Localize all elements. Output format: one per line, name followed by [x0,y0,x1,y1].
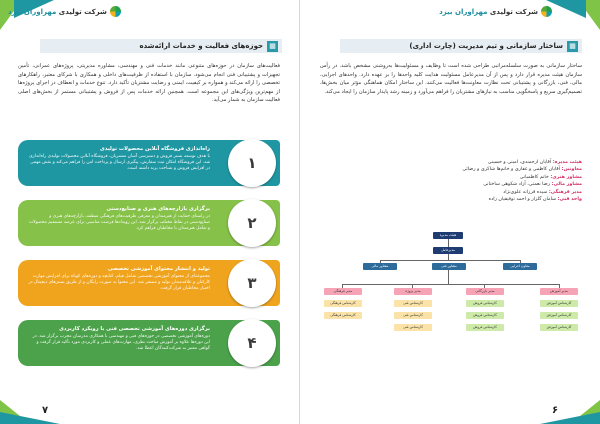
role-line: معاونین: آقایان کاظمی و غفاری و خانم‌ها شاکری و رضائی [462,167,582,173]
page-number: ۷ [41,404,49,416]
brand-name: شرکت تولیدی مهراوران بیزد [439,7,538,16]
card-number: ۱ [228,139,276,187]
org-node-manager: مدیر پروژه [394,288,432,295]
org-node-staff: کارشناس فنی [394,300,432,307]
section-title-text: ساختار سازمانی و تیم مدیریت (چارت اداری) [409,42,563,50]
org-node-staff: کارشناس فنی [394,312,432,319]
activity-card [18,260,280,306]
section-title [340,39,582,53]
intro-paragraph: فعالیت‌های سازمان در حوزه‌های متنوعی مانند خدمات فنی و مهندسی، مشاوره مدیریتی، پروژه‌های عمرانی، تأمین تجهیزات و پشتیبانی فنی انجام می‌شود. سازمان با استفاده از ظرفیت‌های داخلی و همکاری با شرکای معتبر، راهکارهای تخصصی را ارائه می‌کند و همواره بر کیفیت، ایمنی و رضایت مشتریان تأکید دارد. تنوع خدمات و انعطاف در اجرای پروژه‌ها از مهم‌ترین ویژگی‌های این مجموعه است. همچنین ارائه خدمات پس از فروش و پشتیبانی مستمر از بخش‌های اصلی فعالیت سازمان به شمار می‌آید. [18,63,280,104]
brand-header [8,6,121,17]
card-number: ۲ [228,199,276,247]
brand-name: شرکت تولیدی مهراوران بیزد [8,7,107,16]
org-node-dept: مشاور فنی [432,263,466,270]
org-node-staff: کارشناس فرهنگی [324,312,362,319]
org-node-staff: کارشناس آموزش [540,324,578,331]
brand-logo-icon [110,6,121,17]
section-title-text: حوزه‌های فعالیت و خدمات ارائه‌شده [139,42,263,50]
role-line: مشاور مالی: رضا نعمتی، آزاد شکوهی ساختانی [483,182,582,188]
right-page [300,0,600,424]
section-grid-icon: ▦ [267,41,278,52]
card-number: ۴ [228,319,276,367]
page-number: ۶ [551,404,559,416]
role-line: هیئت مدیره: آقایان ارجمندی، امینی و حسینی [487,160,582,165]
org-node-staff: کارشناس فنی [394,324,432,331]
card-title: راه‌اندازی فروشگاه آنلاین محصولات تولیدی [100,146,210,152]
activity-card [18,320,280,366]
org-node-staff: کارشناس فروش [466,300,504,307]
card-body: با هدف توسعه بستر فروش و دسترسی آسان مشتریان، فروشگاه آنلاین محصولات تولیدی راه‌اندازی شد. این فروشگاه امکان ثبت سفارش، پیگیری ارسال و پرداخت امن را فراهم می‌کند و نقش مهمی در افزایش فروش و شناخت برند داشته است. [29,154,210,172]
activity-card [18,140,280,186]
role-line: واحد فنی: سامان گلزار و احمد توفیقیان زاده [488,197,582,203]
org-node-staff: کارشناس فروش [466,324,504,331]
org-node-staff: کارشناس آموزش [540,300,578,307]
section-grid-icon: ▦ [567,41,578,52]
card-body: مجموعه‌ای از محتوای آموزشی تخصصی شامل فیلم، کتابچه و دوره‌های کوتاه برای افزایش مهارت کارکنان و علاقه‌مندان تولید و منتشر شد. این محتوا به صورت رایگان و از طریق بسترهای دیجیتال در اختیار مخاطبان قرار گرفت. [28,274,210,292]
card-body: دوره‌های آموزشی تخصصی در حوزه‌های فنی و مهندسی با همکاری مدرسان مجرب برگزار شد. در این دوره‌ها علاوه بر آموزش مباحث نظری، مهارت‌های عملی و کاربردی مورد تأکید قرار گرفت و گواهی معتبر به شرکت‌کنندگان اعطا شد. [32,334,210,352]
org-node-manager: مدیر بازرگانی [466,288,504,295]
brand-header [439,6,552,17]
org-node-board: هیئت مدیره [433,232,463,239]
org-node-manager: مدیر فرهنگی [324,288,362,295]
org-node-ceo: مدیرعامل [433,247,463,254]
org-node-manager: مدیر آموزش [540,288,578,295]
org-node-dept: معاون اجرایی [503,263,537,270]
card-number: ۳ [228,259,276,307]
role-line: مشاور هنری: خانم کاظمیانی [519,174,582,180]
role-line: مدیر فرهنگی: سیده فرزانه علوی‌نژاد [503,189,582,195]
org-node-dept: مشاور مالی [363,263,397,270]
card-title: تولید و انتشار محتوای آموزشی تخصصی [107,266,210,272]
org-node-staff: کارشناس فروش [466,312,504,319]
activity-card [18,200,280,246]
brand-logo-icon [541,6,552,17]
org-node-staff: کارشناس فرهنگی [324,300,362,307]
card-body: در راستای حمایت از هنرمندان و معرفی ظرفیت‌های فرهنگی منطقه، بازارچه‌های هنری و صنایع‌دستی در نقاط مختلف برگزار شد. این رویدادها فرصت مناسبی برای عرضه مستقیم محصولات و تعامل هنرمندان با مخاطبان فراهم کرد. [28,214,210,232]
card-title: برگزاری بازارچه‌های هنری و صنایع‌دستی [106,206,210,212]
org-chart [308,232,592,382]
card-title: برگزاری دوره‌های آموزشی تخصصی فنی با رویکرد کاربردی [59,326,210,332]
intro-paragraph: ساختار سازمانی به صورت سلسله‌مراتبی طراحی شده است تا وظایف و مسئولیت‌ها به‌روشنی مشخص باشد. در رأس سازمان هیئت مدیره قرار دارد و پس از آن مدیرعامل مسئولیت هدایت کلیه واحدها را بر عهده دارد. واحدهای اجرایی، مالی، فنی، بازرگانی و پشتیبانی تحت نظارت معاونت‌ها فعالیت می‌کنند. این ساختار امکان هماهنگی مؤثر میان بخش‌ها، تصمیم‌گیری سریع و پاسخگویی مناسب به نیازهای مشتریان را فراهم می‌آورد و زمینه رشد پایدار سازمان را ایجاد می‌کند. [320,63,582,95]
management-roles [362,159,582,203]
section-title [40,39,282,53]
corner-decoration [546,0,586,18]
org-node-staff: کارشناس آموزش [540,312,578,319]
